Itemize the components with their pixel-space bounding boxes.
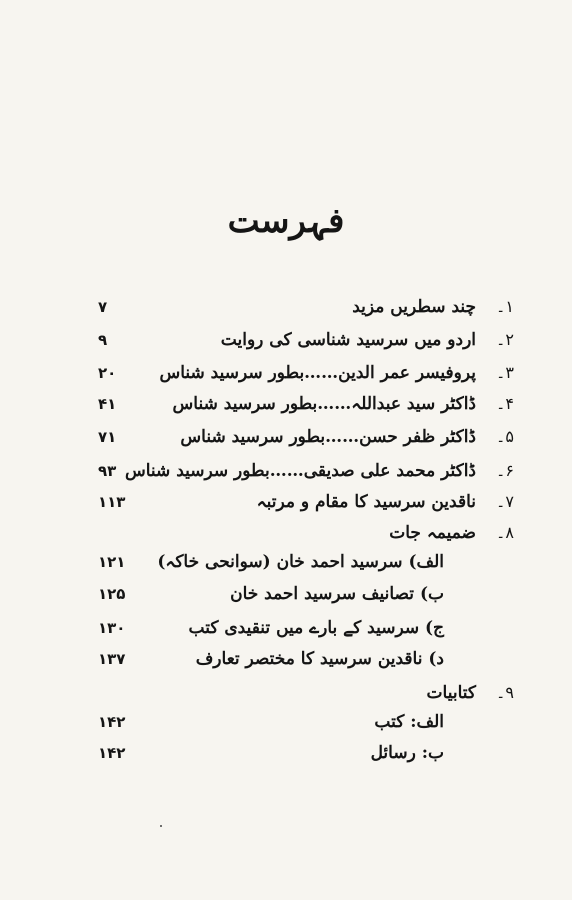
toc-subentry [0,613,572,643]
entry-title: ڈاکٹر سید عبداللہ……بطور سرسید شناس [172,394,476,414]
entry-title: چند سطریں مزید [352,297,476,317]
toc-entry [0,487,572,517]
entry-page-number: ۱۲۱ [98,553,126,571]
entry-number: ۸۔ [496,523,514,542]
entry-number [476,547,514,577]
toc-entry [0,325,572,355]
entry-title: الف: کتب [374,712,444,732]
entry-page-number: ۱۳۷ [98,650,126,668]
entry-page-number: ۱۴۲ [98,744,126,762]
toc-entry [0,389,572,419]
entry-number: ۴۔ [496,394,514,413]
entry-page-number: ۹ [98,331,108,349]
entry-number [476,579,514,609]
entry-page-number: ۱۲۵ [98,585,126,603]
entry-title: د) ناقدین سرسید کا مختصر تعارف [195,649,444,669]
toc-subentry [0,707,572,737]
entry-title: الف) سرسید احمد خان (سوانحی خاکہ) [157,552,444,572]
toc-subentry [0,644,572,674]
entry-title: ناقدین سرسید کا مقام و مرتبہ [256,492,476,512]
entry-page-number: ۲۰ [98,364,117,382]
entry-number: ۶۔ [496,461,514,480]
toc-entry [0,456,572,486]
entry-title: پروفیسر عمر الدین……بطور سرسید شناس [159,363,476,383]
toc-entry [0,678,572,708]
entry-page-number [98,678,140,708]
entry-number: ۱۔ [496,297,514,316]
entry-title: ب) تصانیف سرسید احمد خان [230,584,444,604]
entry-title: اردو میں سرسید شناسی کی روایت [220,330,476,350]
entry-page-number: ۷ [98,298,108,316]
entry-page-number: ۱۱۳ [98,493,126,511]
ink-speck [160,825,162,827]
entry-number [476,644,514,674]
entry-number: ۹۔ [496,683,514,702]
entry-number [476,707,514,737]
entry-page-number: ۷۱ [98,428,117,446]
entry-title: ب: رسائل [370,743,444,763]
entry-page-number: ۴۱ [98,395,117,413]
toc-subentry [0,579,572,609]
entry-number [476,613,514,643]
toc-subentry [0,547,572,577]
toc-subentry [0,738,572,768]
entry-page-number [98,518,140,548]
entry-title: ضمیمہ جات [389,523,476,543]
toc-entry [0,422,572,452]
entry-page-number: ۱۳۰ [98,619,126,637]
entry-page-number: ۱۴۲ [98,713,126,731]
entry-number: ۷۔ [496,492,514,511]
entry-number [476,738,514,768]
toc-entry [0,358,572,388]
entry-number: ۵۔ [496,427,514,446]
entry-title: کتابیات [426,683,476,703]
toc-entry [0,292,572,322]
entry-number: ۳۔ [496,363,514,382]
entry-page-number: ۹۳ [98,462,117,480]
entry-title: ڈاکٹر ظفر حسن……بطور سرسید شناس [180,427,476,447]
page-title: فہرست [227,201,345,241]
entry-title: ڈاکٹر محمد علی صدیقی……بطور سرسید شناس [124,461,476,481]
entry-title: ج) سرسید کے بارے میں تنقیدی کتب [188,618,444,638]
entry-number: ۲۔ [496,330,514,349]
toc-entry [0,518,572,548]
